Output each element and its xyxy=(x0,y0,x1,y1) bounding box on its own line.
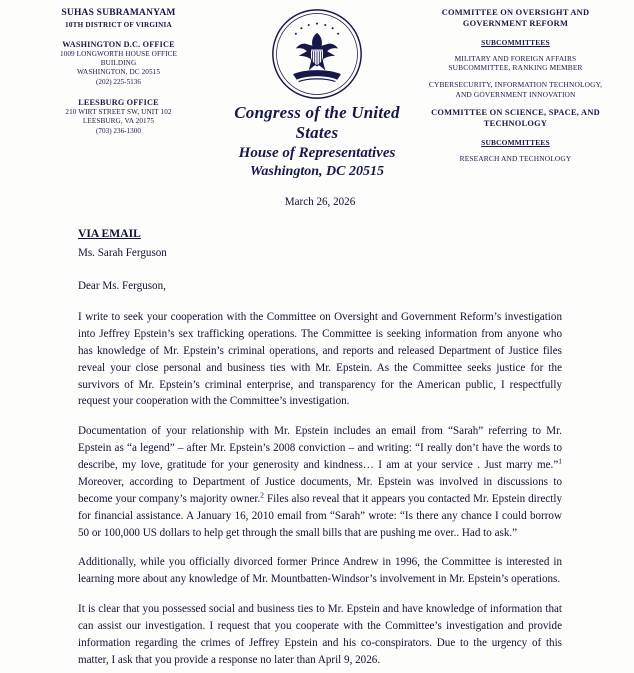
subcommittees-label: SUBCOMMITTEES xyxy=(481,138,550,148)
seal-container xyxy=(217,8,417,100)
letterhead-center-column xyxy=(217,8,417,180)
subcommittee-item: CYBERSECURITY, INFORMATION TECHNOLOGY, AND GOVERNMENT INNOVATION xyxy=(428,80,603,99)
paragraph-4: It is clear that you possessed social and business ties to Mr. Epstein and have knowledge of information that can assist our investigation. I request that you cooperate with the Committee’s investigation and provide information regarding the crimes of Jeffrey Epstein and his co-conspirators. Due to the urgency of this matter, I ask that you provide a response no later than April 9, 2026. xyxy=(78,603,562,666)
office-address-line: 1009 LONGWORTH HOUSE OFFICE xyxy=(59,50,178,59)
paragraph-2-segment-3: Files also reveal that it appears you contacted Mr. Epstein directly for financial assistance. A January 16, 2010 email from “Sarah” wrote: “Is there any chance I could borrow 50 or 100,000 US dollars to help get through the small bills that are pushing me over.. Had to ask.” xyxy=(78,492,562,539)
office-washington xyxy=(26,40,211,87)
paragraph-1: I write to seek your cooperation with the Committee on Oversight and Government Reform’s investigation into Jeffrey Epstein’s sex trafficking operations. The Committee is seeking information from anyone who has knowledge of Mr. Epstein’s criminal operations, and reports and released Department of Justice files reveal your close personal and business ties with Mr. Epstein. As the Committee seeks justice for the survivors of Mr. Epstein’s criminal enterprise, and transparency for the American public, I respectfully request your cooperation with the Committee’s investigation. xyxy=(78,311,562,408)
subcommittee-item: MILITARY AND FOREIGN AFFAIRS SUBCOMMITTEE, RANKING MEMBER xyxy=(448,53,583,73)
member-name: SUHAS SUBRAMANYAM xyxy=(61,8,176,18)
recipient-name: Ms. Sarah Ferguson xyxy=(78,247,167,260)
house-title: House of Representatives xyxy=(238,145,396,161)
salutation: Dear Ms. Ferguson, xyxy=(78,280,166,293)
letter-date: March 26, 2026 xyxy=(284,196,356,208)
office-address-line: BUILDING xyxy=(100,59,137,68)
office-address-line: 210 WIRT STREET SW, UNIT 102 xyxy=(65,108,172,117)
office-phone: (703) 236-1300 xyxy=(96,127,141,136)
via-email-label: VIA EMAIL xyxy=(78,226,141,240)
letterhead xyxy=(26,8,608,180)
paragraph-2-footnoted xyxy=(78,423,562,541)
letterhead-left-column xyxy=(26,8,211,136)
member-district: 10TH DISTRICT OF VIRGINIA xyxy=(65,20,172,29)
paragraph-2-segment-2: Moreover, according to Department of Justice documents, Mr. Epstein was involved in discussions to become your company’s majority owner. xyxy=(78,475,562,505)
paragraph-2-segment-1: Documentation of your relationship with Mr. Epstein includes an email from “Sarah” referring to Mr. Epstein as “a legend” – after Mr. Epstein’s 2008 conviction – and writing: “I really don’t have the words to describe, my love, gratitude for your generosity and kindness… I am at your service . Just marry me.” xyxy=(78,425,562,472)
subcommittees-label: SUBCOMMITTEES xyxy=(481,37,550,47)
committee-title-oversight: COMMITTEE ON OVERSIGHT AND GOVERNMENT REFORM xyxy=(441,8,590,28)
office-leesburg xyxy=(26,98,211,136)
letter-body xyxy=(26,194,608,669)
office-address-line: WASHINGTON, DC 20515 xyxy=(76,68,161,77)
office-address-line: LEESBURG, VA 20175 xyxy=(82,117,155,126)
subcommittee-item: RESEARCH AND TECHNOLOGY xyxy=(459,154,572,164)
congress-title: Congress of the United States xyxy=(234,103,400,142)
footnote-marker-2: 2 xyxy=(260,490,265,500)
footnote-marker-1: 1 xyxy=(558,456,562,466)
committee-title-science: COMMITTEE ON SCIENCE, SPACE, AND TECHNOLOGY xyxy=(431,108,600,129)
office-title: WASHINGTON D.C. OFFICE xyxy=(62,39,175,49)
office-title: LEESBURG OFFICE xyxy=(78,98,159,108)
us-house-seal-icon xyxy=(271,8,363,100)
office-phone: (202) 225-5136 xyxy=(96,78,141,87)
letterhead-right-column xyxy=(423,8,608,164)
paragraph-3: Additionally, while you officially divorced former Prince Andrew in 1996, the Committee is interested in learning more about any knowledge of Mr. Mountbatten-Windsor’s involvement in Mr. Epstein’s operations. xyxy=(78,556,562,586)
washington-address: Washington, DC 20515 xyxy=(250,164,384,179)
